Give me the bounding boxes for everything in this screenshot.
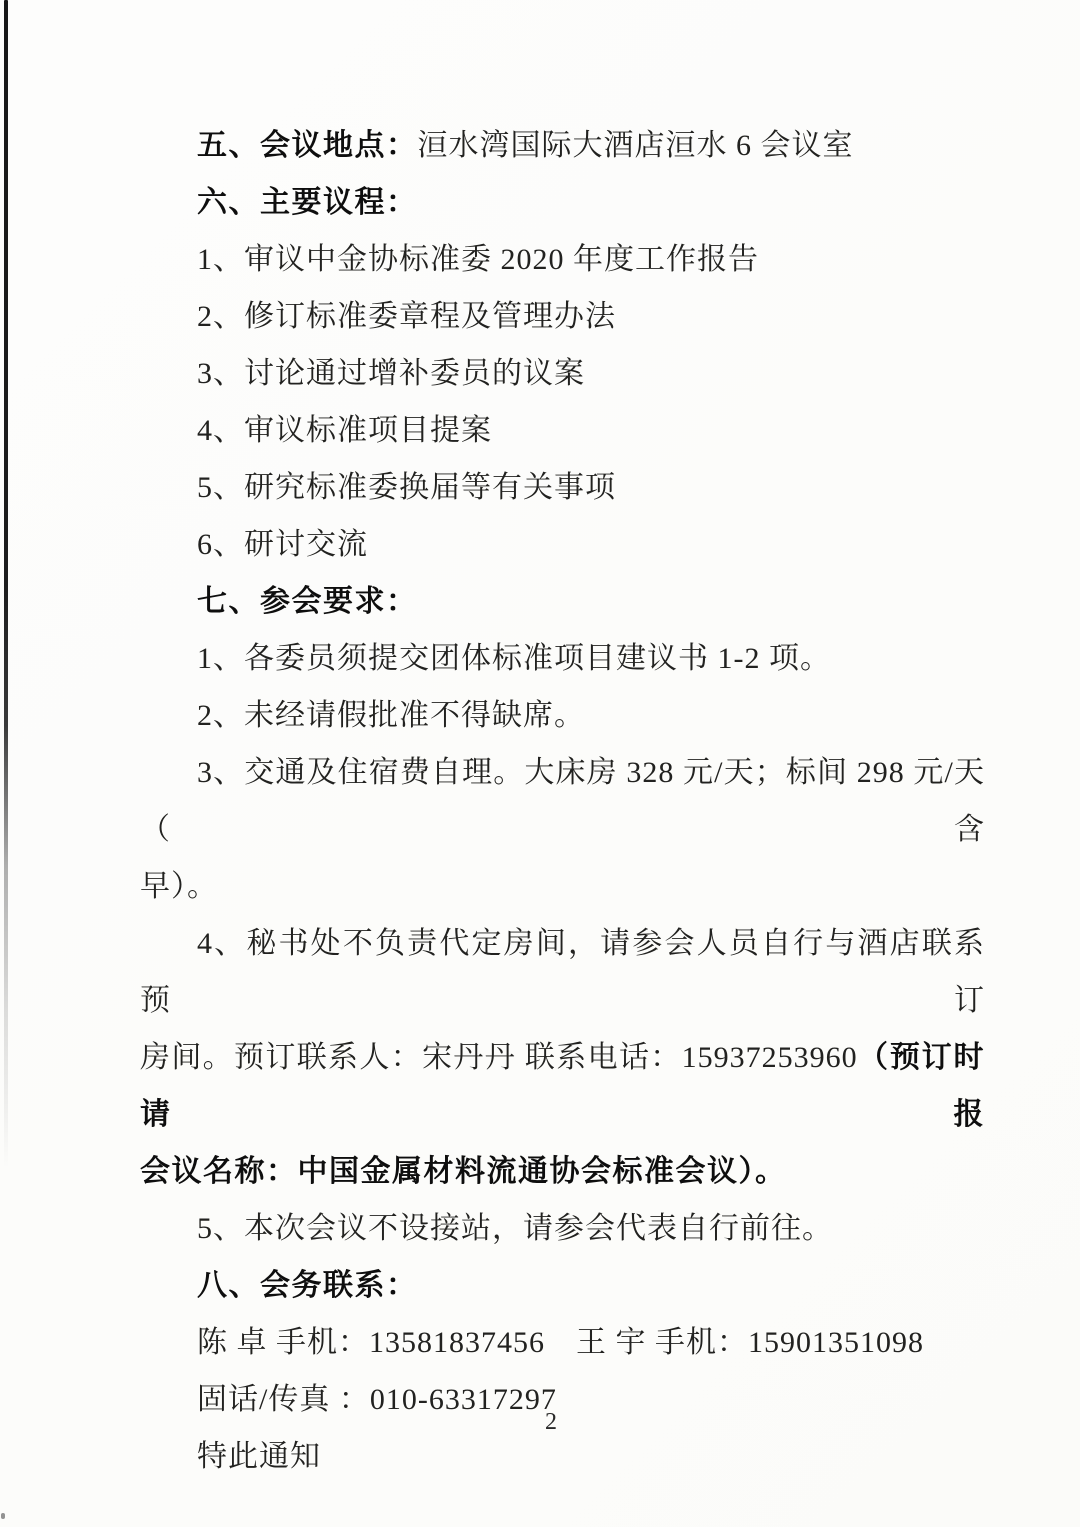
requirement-3-line-1 [140,744,985,858]
section-heading-label: 五、会议地点： [197,129,418,162]
booking-contact-text: 房间。预订联系人：宋丹丹 联系电话：15937253960 [140,1041,858,1074]
requirement-text: 4、秘书处不负责代定房间，请参会人员自行与酒店联系预订 [140,927,985,1017]
requirement-text: 5、本次会议不设接站，请参会代表自行前往。 [197,1212,833,1245]
agenda-item-text: 2、修订标准委章程及管理办法 [197,300,616,333]
requirement-3-line-2 [140,858,985,915]
heading-conference-contacts [140,1257,985,1314]
heading-attendance-requirements [140,573,985,630]
agenda-item-text: 3、讨论通过增补委员的议案 [197,357,585,390]
scan-speck [1,1513,5,1519]
agenda-item-2 [140,288,985,345]
agenda-item-text: 4、审议标准项目提案 [197,414,492,447]
agenda-item-5 [140,459,985,516]
agenda-item-text: 5、研究标准委换届等有关事项 [197,471,616,504]
requirement-4-line-2 [140,1029,985,1143]
contact-landline-text: 固话/传真 ：010-63317297 [197,1383,557,1416]
requirement-text: 2、未经请假批准不得缺席。 [197,699,585,732]
contact-mobile-text: 陈 卓 手机：13581837456 王 宇 手机：15901351098 [197,1326,924,1359]
heading-main-agenda [140,174,985,231]
requirement-text: 1、各委员须提交团体标准项目建议书 1-2 项。 [197,642,831,675]
closing-notice [140,1428,985,1485]
agenda-item-3 [140,345,985,402]
heading-meeting-location [140,117,985,174]
requirement-4-line-1 [140,915,985,1029]
closing-notice-text: 特此通知 [197,1440,321,1473]
agenda-item-text: 6、研讨交流 [197,528,368,561]
contact-mobile-line [140,1314,985,1371]
requirement-text: 3、交通及住宿费自理。大床房 328 元/天；标间 298 元/天（含 [140,756,985,846]
agenda-item-text: 1、审议中金协标准委 2020 年度工作报告 [197,243,759,276]
section-heading-label: 八、会务联系： [197,1269,418,1302]
requirement-5 [140,1200,985,1257]
agenda-item-1 [140,231,985,288]
booking-note-bold-text: 会议名称：中国金属材料流通协会标准会议）。 [140,1155,787,1188]
booking-note-bold-text: （预订时请报 [140,1041,986,1131]
requirement-1 [140,630,985,687]
page-number: 2 [545,1409,557,1435]
meeting-location-value: 洹水湾国际大酒店洹水 6 会议室 [417,129,854,162]
section-heading-label: 六、主要议程： [197,186,418,219]
section-heading-label: 七、参会要求： [197,585,418,618]
agenda-item-4 [140,402,985,459]
requirement-4-line-3 [140,1143,985,1200]
requirement-text: 早）。 [140,870,218,903]
agenda-item-6 [140,516,985,573]
requirement-2 [140,687,985,744]
